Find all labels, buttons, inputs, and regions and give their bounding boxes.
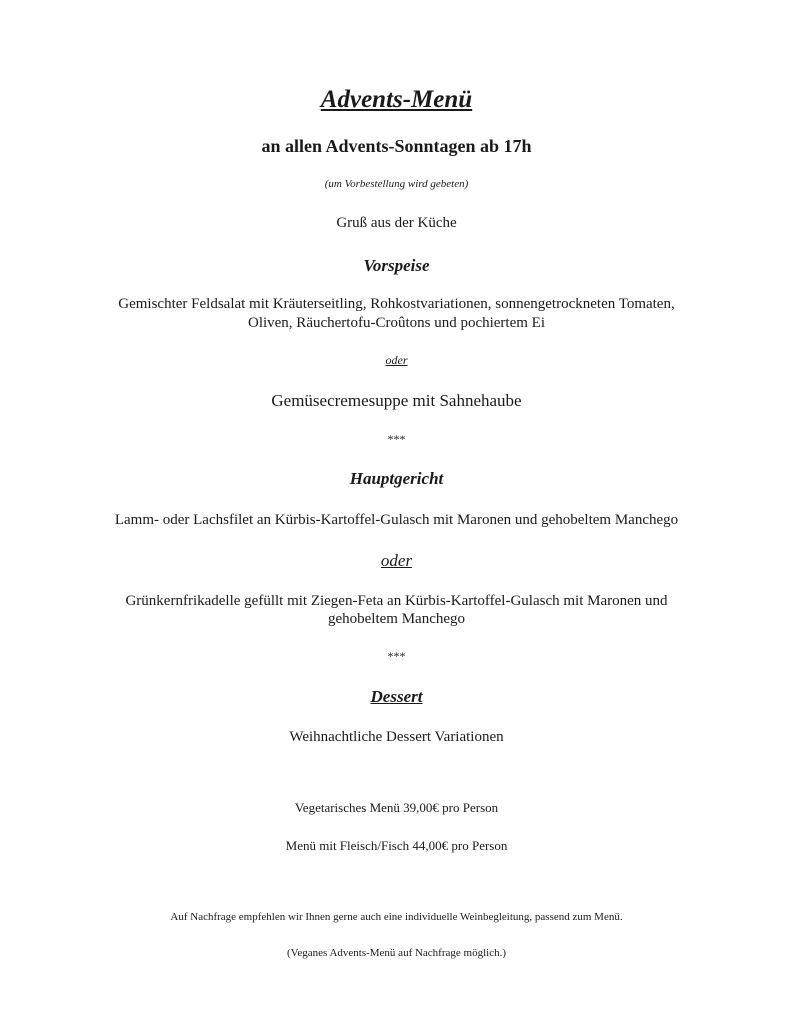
menu-subtitle: an allen Advents-Sonntagen ab 17h xyxy=(261,136,532,156)
starter-or-label: oder xyxy=(385,353,408,367)
main-or-label: oder xyxy=(380,551,413,570)
separator-2: *** xyxy=(387,649,406,663)
main-option2-line1: Grünkernfrikadelle gefüllt mit Ziegen-Feta an Kürbis-Kartoffel-Gulasch mit Maronen und xyxy=(125,593,668,609)
starter-option2: Gemüsecremesuppe mit Sahnehaube xyxy=(271,391,522,410)
main-course-heading: Hauptgericht xyxy=(349,469,444,488)
menu-title: Advents-Menü xyxy=(320,86,473,113)
reservation-note: (um Vorbestellung wird gebeten) xyxy=(324,178,469,190)
vegan-menu-note: (Veganes Advents-Menü auf Nachfrage möglich.) xyxy=(286,947,506,959)
separator-1: *** xyxy=(387,432,406,446)
dessert-heading: Dessert xyxy=(370,687,423,706)
starter-heading: Vorspeise xyxy=(363,256,430,275)
price-vegetarian: Vegetarisches Menü 39,00€ pro Person xyxy=(294,800,499,815)
main-option1: Lamm- oder Lachsfilet an Kürbis-Kartoffel-Gulasch mit Maronen und gehobeltem Manchego xyxy=(114,512,679,528)
main-option2-line2: gehobeltem Manchego xyxy=(327,611,466,627)
price-meat-fish: Menü mit Fleisch/Fisch 44,00€ pro Person xyxy=(285,838,508,853)
starter-option1-line1: Gemischter Feldsalat mit Kräuterseitling, Rohkostvariationen, sonnengetrockneten Tomaten, xyxy=(118,296,675,312)
dessert-option: Weihnachtliche Dessert Variationen xyxy=(289,729,504,745)
wine-pairing-note: Auf Nachfrage empfehlen wir Ihnen gerne auch eine individuelle Weinbegleitung, passend zum Menü. xyxy=(170,911,623,923)
greeting-from-kitchen: Gruß aus der Küche xyxy=(336,215,457,231)
starter-option1-line2: Oliven, Räuchertofu-Croûtons und pochiertem Ei xyxy=(247,315,545,331)
